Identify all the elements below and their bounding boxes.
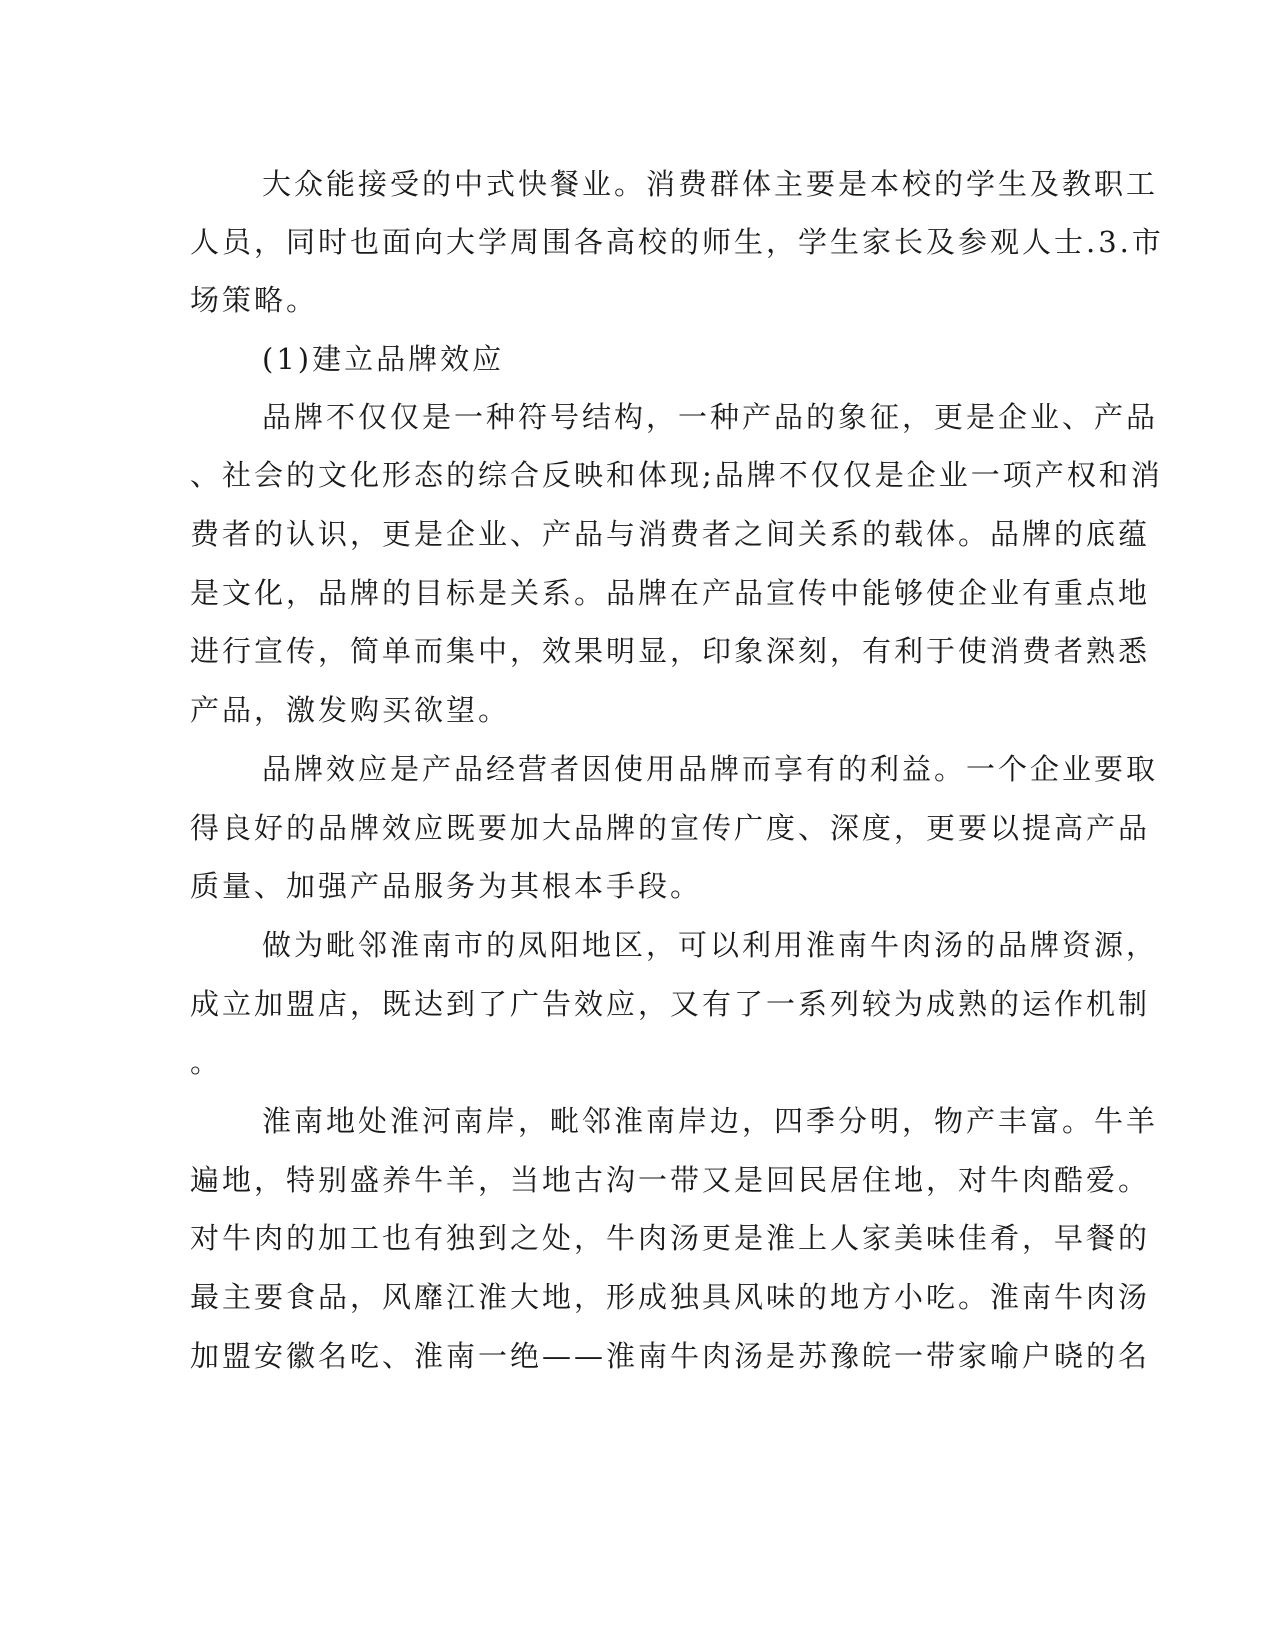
text-line: 加盟安徽名吃、淮南一绝——淮南牛肉汤是苏豫皖一带家喻户晓的名 xyxy=(190,1339,1151,1373)
text-line: 最主要食品，风靡江淮大地，形成独具风味的地方小吃。淮南牛肉汤 xyxy=(190,1280,1151,1314)
text-line: 大众能接受的中式快餐业。消费群体主要是本校的学生及教职工 xyxy=(262,167,1159,201)
text-line: 费者的认识，更是企业、产品与消费者之间关系的载体。品牌的底蕴 xyxy=(190,517,1151,551)
text-line: 对牛肉的加工也有独到之处，牛肉汤更是淮上人家美味佳肴，早餐的 xyxy=(190,1221,1151,1255)
text-line: 、社会的文化形态的综合反映和体现;品牌不仅仅是企业一项产权和消 xyxy=(190,458,1163,492)
text-line: 质量、加强产品服务为其根本手段。 xyxy=(190,869,703,903)
text-line: 淮南地处淮河南岸，毗邻淮南岸边，四季分明，物产丰富。牛羊 xyxy=(262,1104,1159,1138)
text-line: 做为毗邻淮南市的凤阳地区，可以利用淮南牛肉汤的品牌资源， xyxy=(262,928,1159,962)
text-line: 得良好的品牌效应既要加大品牌的宣传广度、深度，更要以提高产品 xyxy=(190,811,1151,845)
text-line: 人员，同时也面向大学周围各高校的师生，学生家长及参观人士.3.市 xyxy=(190,225,1164,259)
text-line: 成立加盟店，既达到了广告效应，又有了一系列较为成熟的运作机制 xyxy=(190,987,1151,1021)
text-line: 遍地，特别盛养牛羊，当地古沟一带又是回民居住地，对牛肉酷爱。 xyxy=(190,1163,1151,1197)
text-line: 品牌效应是产品经营者因使用品牌而享有的利益。一个企业要取 xyxy=(262,752,1159,786)
text-line: 场策略。 xyxy=(190,283,319,317)
text-line: 。 xyxy=(190,1045,223,1079)
text-line: 产品，激发购买欲望。 xyxy=(190,693,511,727)
text-line: 进行宣传，简单而集中，效果明显，印象深刻，有利于使消费者熟悉 xyxy=(190,634,1151,668)
text-line: 品牌不仅仅是一种符号结构，一种产品的象征，更是企业、产品 xyxy=(262,400,1159,434)
section-heading: (1)建立品牌效应 xyxy=(262,342,505,376)
text-line: 是文化，品牌的目标是关系。品牌在产品宣传中能够使企业有重点地 xyxy=(190,576,1151,610)
